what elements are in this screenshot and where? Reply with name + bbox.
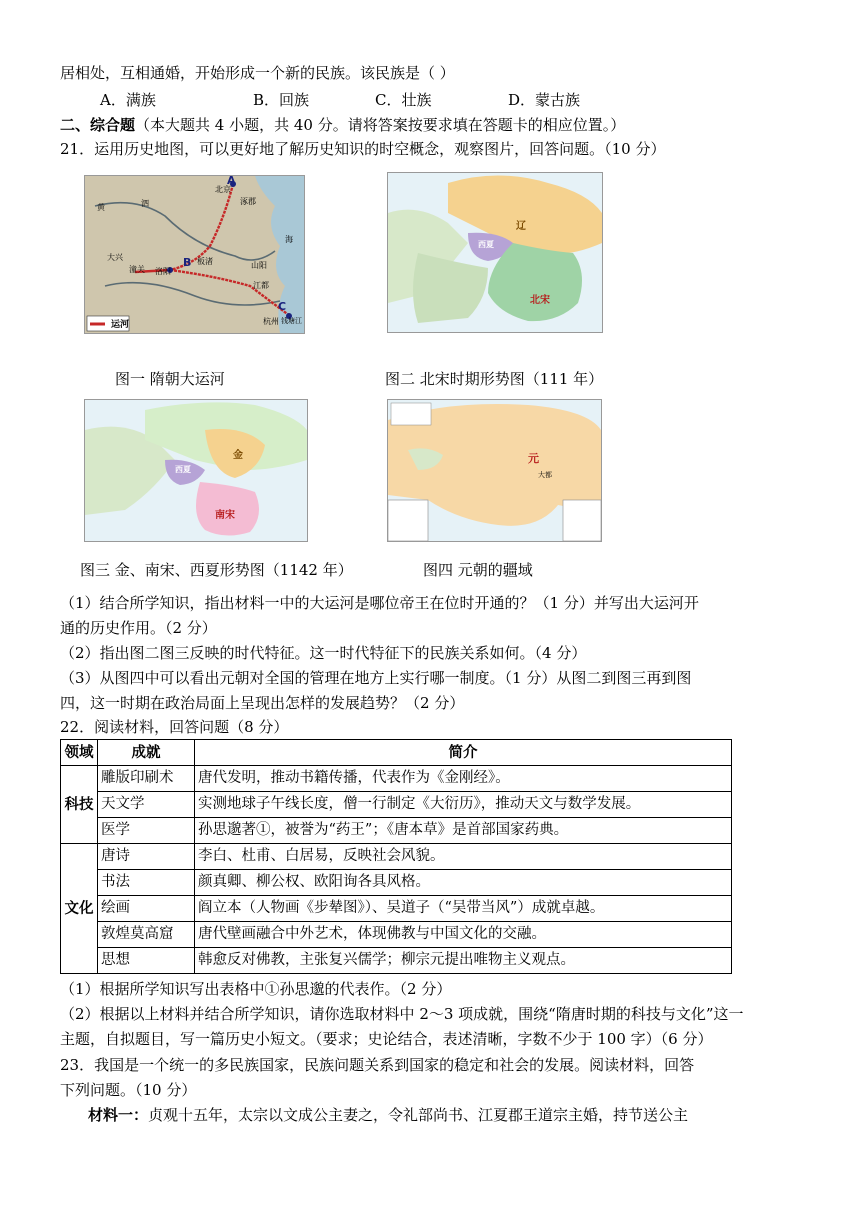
map1-legend: 运河 <box>111 320 130 330</box>
map2-label-xixia: 西夏 <box>478 240 494 249</box>
q22-sub2-line2: 主题，自拟题目，写一篇历史小短文。（要求；史论结合，表述清晰，字数不少于 100 字）（6 分） <box>60 1030 713 1048</box>
map-yuan-territory <box>387 399 602 542</box>
map4-label-yuan: 元 <box>528 452 539 465</box>
map1-label-qiantang: 钱塘江 <box>281 317 302 325</box>
q23-stem-line1: 23．我国是一个统一的多民族国家，民族问题关系到国家的稳定和社会的发展。阅读材料，回答 <box>60 1056 695 1074</box>
map1-label-a: A <box>227 175 236 187</box>
achievement-cell: 思想 <box>98 948 195 974</box>
q20-option-a: A．满族 <box>100 91 156 109</box>
material1-label: 材料一： <box>88 1106 149 1124</box>
q22-stem: 22．阅读材料，回答问题（8 分） <box>60 718 289 736</box>
intro-cell: 唐代壁画融合中外艺术，体现佛教与中国文化的交融。 <box>195 922 732 948</box>
map1-label-b: B <box>183 256 192 269</box>
table-row <box>61 844 732 870</box>
achievement-cell: 雕版印刷术 <box>98 766 195 792</box>
intro-cell: 韩愈反对佛教，主张复兴儒学；柳宗元提出唯物主义观点。 <box>195 948 732 974</box>
map4-drawing <box>388 400 601 541</box>
table-row <box>61 792 732 818</box>
intro-cell: 颜真卿、柳公权、欧阳询各具风格。 <box>195 870 732 896</box>
map3-label-nansong: 南宋 <box>215 510 235 521</box>
section2-heading <box>60 114 625 136</box>
achievement-cell: 绘画 <box>98 896 195 922</box>
table-row <box>61 948 732 974</box>
map1-label-hangzhou: 杭州 <box>263 317 279 326</box>
table-row <box>61 896 732 922</box>
map2-drawing <box>388 173 602 332</box>
q23-stem-line2: 下列问题。（10 分） <box>60 1081 197 1099</box>
map2-label-beisong: 北宋 <box>530 295 550 306</box>
map2-label-liao: 辽 <box>516 221 526 232</box>
section2-title: 二、综合题 <box>60 116 136 134</box>
map-sui-grand-canal <box>84 175 305 334</box>
domain-tech: 科技 <box>61 766 98 844</box>
q22-sub1: （1）根据所学知识写出表格中①孙思邈的代表作。（2 分） <box>60 980 452 998</box>
q20-option-b: B．回族 <box>253 91 310 109</box>
achievement-cell: 唐诗 <box>98 844 195 870</box>
map-jin-southern-song <box>84 399 308 542</box>
material1-text: 贞观十五年，太宗以文成公主妻之，令礼部尚书、江夏郡王道宗主婚，持节送公主 <box>148 1106 689 1124</box>
q22-sub2-line1: （2）根据以上材料并结合所学知识，请你选取材料中 2～3 项成就，围绕“隋唐时期的科技与文化”这一 <box>60 1005 744 1023</box>
q20-option-d: D．蒙古族 <box>508 91 581 109</box>
achievements-table <box>60 739 732 974</box>
map1-label-hai: 海 <box>285 235 293 244</box>
map4-label-dadu: 大都 <box>538 471 552 479</box>
header-achievement: 成就 <box>98 740 195 766</box>
map1-label-shanyang: 山阳 <box>251 261 267 270</box>
achievement-cell: 天文学 <box>98 792 195 818</box>
map3-label-xixia: 西夏 <box>175 465 191 474</box>
map2-caption: 图二 北宋时期形势图（111 年） <box>385 370 604 388</box>
map4-caption: 图四 元朝的疆域 <box>423 561 533 579</box>
q21-sub2: （2）指出图二图三反映的时代特征。这一时代特征下的民族关系如何。（4 分） <box>60 644 587 662</box>
q20-stem-tail: 居相处，互相通婚，开始形成一个新的民族。该民族是（ ） <box>60 64 455 82</box>
map1-label-si: 泗 <box>141 199 149 208</box>
intro-cell: 唐代发明，推动书籍传播，代表作为《金刚经》。 <box>195 766 732 792</box>
q21-sub3-line1: （3）从图四中可以看出元朝对全国的管理在地方上实行哪一制度。（1 分）从图二到图三再到图 <box>60 669 692 687</box>
q21-sub1-line2: 通的历史作用。（2 分） <box>60 619 217 637</box>
q21-sub1-line1: （1）结合所学知识，指出材料一中的大运河是哪位帝王在位时开通的？（1 分）并写出大运河开 <box>60 594 699 612</box>
q20-option-c: C．壮族 <box>375 91 432 109</box>
achievement-cell: 敦煌莫高窟 <box>98 922 195 948</box>
map3-label-jin: 金 <box>233 450 243 461</box>
map1-label-c: C <box>278 300 287 313</box>
section2-desc: （本大题共 4 小题，共 40 分。请将答案按要求填在答题卡的相应位置。） <box>135 116 626 134</box>
q23-material1 <box>88 1104 688 1126</box>
header-domain: 领域 <box>61 740 98 766</box>
header-intro: 简介 <box>195 740 732 766</box>
table-row <box>61 870 732 896</box>
table-row <box>61 766 732 792</box>
intro-cell: 李白、杜甫、白居易，反映社会风貌。 <box>195 844 732 870</box>
q21-stem: 21．运用历史地图，可以更好地了解历史知识的时空概念，观察图片，回答问题。（10 分） <box>60 140 666 158</box>
map1-label-tongguan: 潼关 <box>129 265 145 274</box>
q21-sub3-line2: 四，这一时期在政治局面上呈现出怎样的发展趋势？（2 分） <box>60 694 465 712</box>
intro-cell: 实测地球子午线长度，僧一行制定《大衍历》，推动天文与数学发展。 <box>195 792 732 818</box>
map1-label-luoyang: 洛阳 <box>155 267 171 276</box>
achievement-cell: 医学 <box>98 818 195 844</box>
table-header-row <box>61 740 732 766</box>
table-row <box>61 922 732 948</box>
map3-drawing <box>85 400 307 541</box>
map1-label-huang: 黄 <box>97 203 105 212</box>
map1-label-beijing: 北京 <box>215 185 231 194</box>
map1-caption: 图一 隋朝大运河 <box>115 370 225 388</box>
map1-label-banzhu: 板渚 <box>197 257 213 266</box>
map1-label-daxing: 大兴 <box>107 253 123 262</box>
achievement-cell: 书法 <box>98 870 195 896</box>
intro-cell: 阎立本（人物画《步辇图》）、吴道子（“吴带当风”）成就卓越。 <box>195 896 732 922</box>
map3-caption: 图三 金、南宋、西夏形势图（1142 年） <box>80 561 353 579</box>
intro-cell: 孙思邈著①，被誉为“药王”；《唐本草》是首部国家药典。 <box>195 818 732 844</box>
map-northern-song <box>387 172 603 333</box>
domain-culture: 文化 <box>61 844 98 974</box>
table-row <box>61 818 732 844</box>
map1-label-jiangdu: 江都 <box>253 281 269 290</box>
map1-label-zhuojun: 涿郡 <box>240 197 256 206</box>
